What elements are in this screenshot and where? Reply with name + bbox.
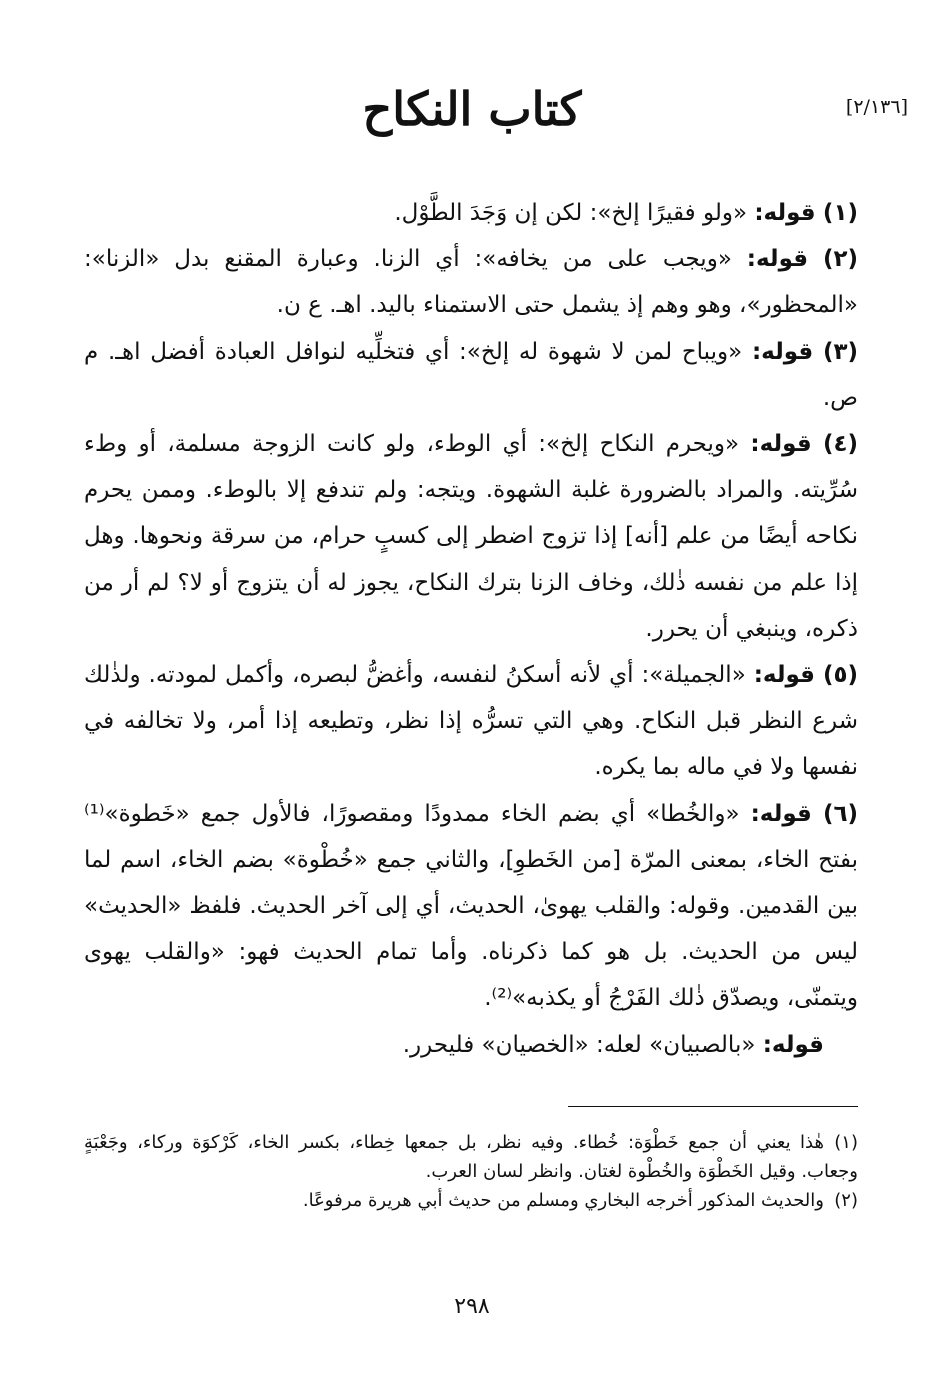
paragraph-text: «ولو فقيرًا إلخ»: لكن إن وَجَدَ الطَّوْل. (394, 200, 755, 226)
paragraph-number: (٦) (822, 800, 859, 827)
chapter-title: كتاب النكاح (362, 82, 582, 136)
paragraph-keyword: قوله: (750, 431, 812, 458)
paragraph-2 (84, 236, 858, 328)
paragraph-keyword: قوله: (753, 662, 815, 689)
paragraph-keyword: قوله: (750, 800, 812, 827)
page-number: ٢٩٨ (454, 1294, 490, 1319)
paragraph-5 (84, 652, 858, 791)
main-text (84, 190, 858, 1068)
paragraph-keyword: قوله: (746, 246, 809, 273)
paragraph-text: «ويجب على من يخافه»: أي الزنا. وعبارة المقنع بدل «الزنا»: «المحظور»، وهو وهم إذ يشمل حتى الاستمناء باليد. اهـ. ع ن. (84, 246, 858, 319)
footnote-separator (568, 1106, 858, 1107)
paragraph-number: (٥) (822, 662, 859, 689)
footnote-2 (84, 1186, 858, 1215)
paragraph-3 (84, 329, 858, 421)
paragraph-text: «بالصبيان» لعله: «الخصيان» فليحرر. (402, 1031, 763, 1058)
paragraph-number: (٣) (822, 338, 859, 365)
paragraph-1 (84, 190, 858, 236)
paragraph-6 (84, 791, 858, 1022)
footnote-number: (١) (834, 1132, 858, 1153)
footnote-number: (٢) (834, 1190, 858, 1211)
paragraph-text: «الجميلة»: أي لأنه أسكنُ لنفسه، وأغضُّ لبصره، وأكمل لمودته. ولذٰلك شرع النظر قبل النكاح. وهي التي تسرُّه إذا نظر، وتطيعه إذا أمر، ولا تخالفه في نفسها ولا في ماله بما يكره. (84, 662, 858, 781)
footnote-text: هٰذا يعني أن جمع خَطْوَة: خُطاء. وفيه نظر، بل جمعها خِطاء، بكسر الخاء، كَرْكوَة وركاء، وجَعْبَةٍ وجعاب. وقيل الخَطْوَة والخُطْوة لغتان. وانظر لسان العرب. (84, 1132, 858, 1182)
paragraph-number: (٤) (822, 431, 859, 458)
footnote-1 (84, 1128, 858, 1186)
footnotes (84, 1128, 858, 1215)
paragraph-keyword: قوله: (754, 200, 816, 226)
paragraph-4 (84, 421, 858, 652)
paragraph-text: «ويحرم النكاح إلخ»: أي الوطء، ولو كانت الزوجة مسلمة، أو وطء سُرِّيته. والمراد بالضرورة غلبة الشهوة. ويتجه: ولم تندفع إلا بالوطء. وممن يحرم نكاحه أيضًا من علم [أنه] إذا تزوج اضطر إلى كسبٍ حرام، من سرقة ونحوها. وهل إذا علم من نفسه ذٰلك، وخاف الزنا بترك النكاح، يجوز له أن يتزوج أو لا؟ لم أر من ذكره، وينبغي أن يحرر. (84, 431, 858, 642)
paragraph-text: «والخُطا» أي بضم الخاء ممدودًا ومقصورًا، فالأول جمع «خَطوة»⁽¹⁾ بفتح الخاء، بمعنى المرّة [من الخَطوِ]، والثاني جمع «خُطْوة» بضم الخاء، اسم لما بين القدمين. وقوله: والقلب يهوىٰ، الحديث، أي إلى آخر الحديث. فلفظ «الحديث» ليس من الحديث. بل هو كما ذكرناه. وأما تمام الحديث فهو: «والقلب يهوى ويتمنّى، ويصدّق ذٰلك الفَرْجُ أو يكذبه»⁽²⁾. (84, 800, 858, 1012)
footnote-text: والحديث المذكور أخرجه البخاري ومسلم من حديث أبي هريرة مرفوعًا. (302, 1190, 824, 1211)
paragraph-keyword: قوله: (762, 1031, 824, 1058)
paragraph-keyword: قوله: (751, 338, 814, 365)
paragraph-7 (84, 1022, 858, 1068)
volume-page-reference: [٢/١٣٦] (845, 96, 908, 118)
paragraph-number: (١) (822, 200, 858, 226)
paragraph-text: «ويباح لمن لا شهوة له إلخ»: أي فتخلِّيه لنوافل العبادة أفضل اهـ. م ص. (84, 338, 858, 411)
paragraph-number: (٢) (822, 246, 859, 273)
